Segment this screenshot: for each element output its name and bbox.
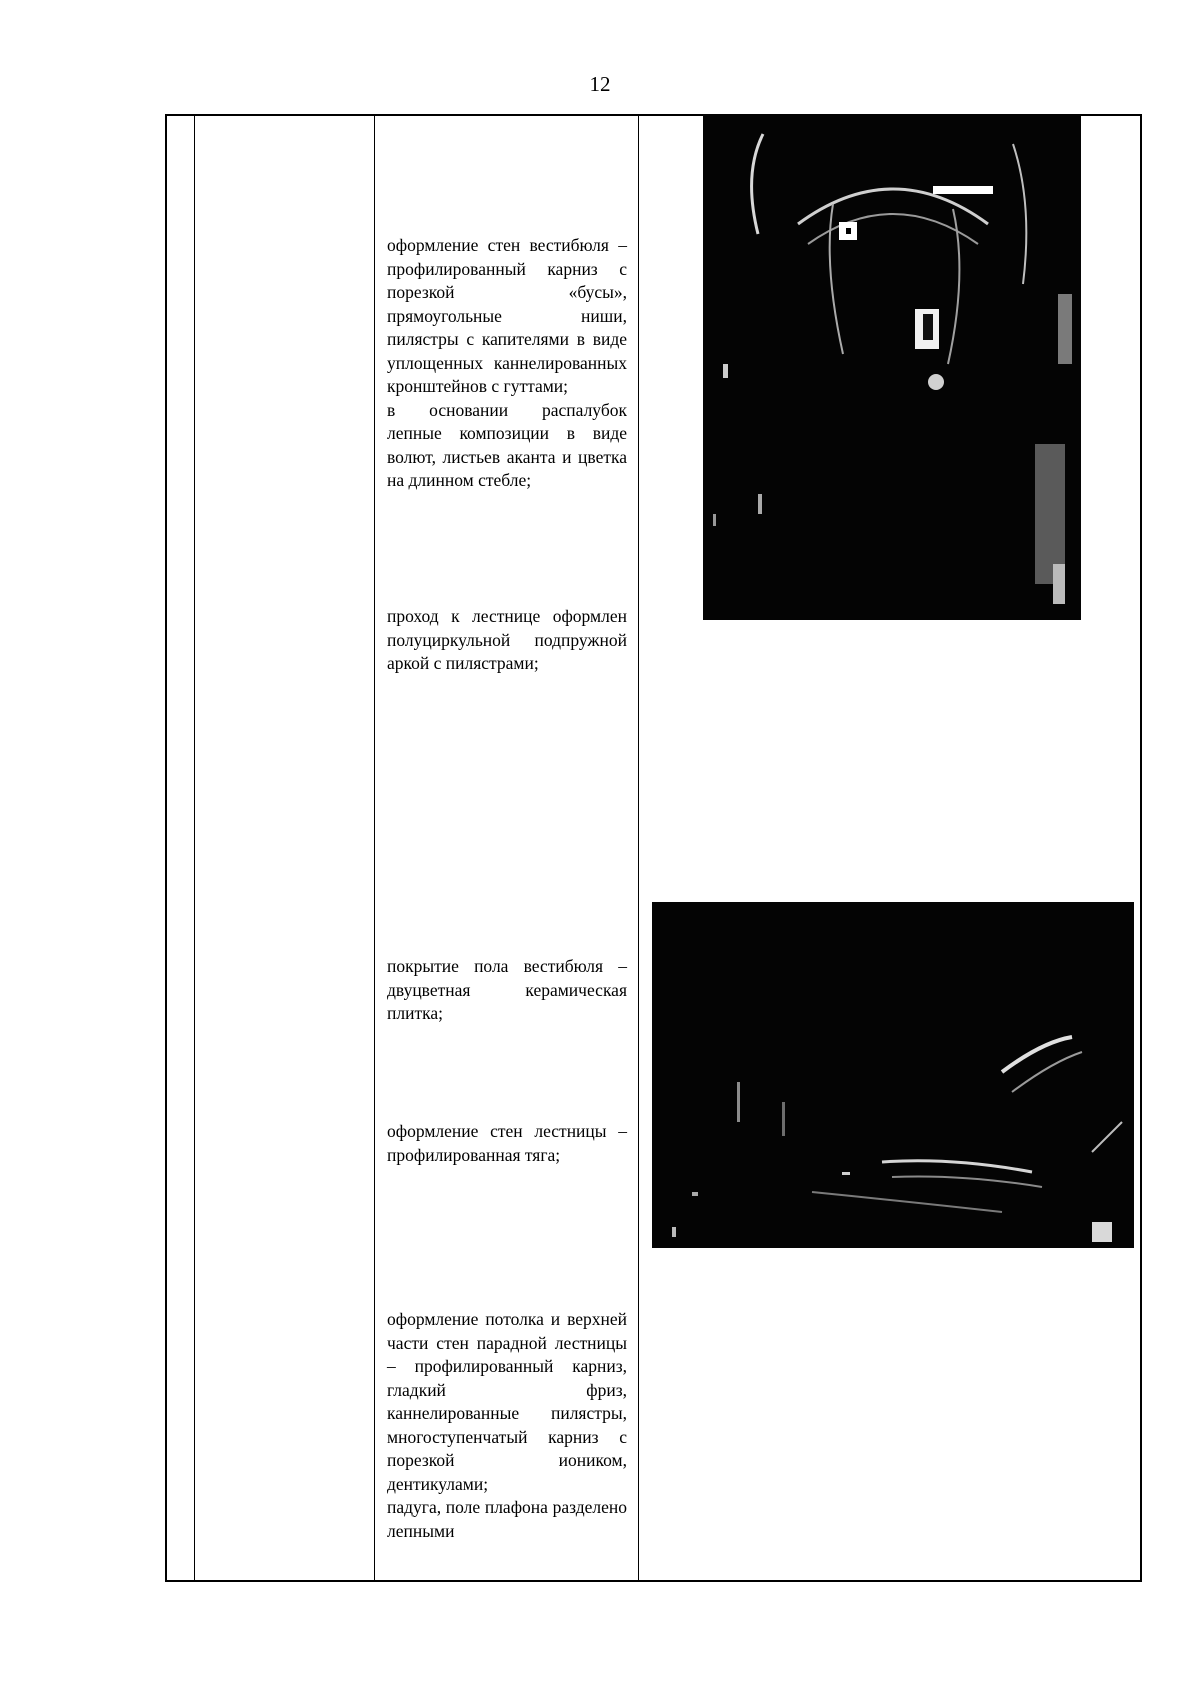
description-text: покрытие пола вестибюля – двуцветная керамическая плитка; [387, 956, 627, 1023]
description-vestibule-floor [387, 955, 627, 1026]
table-column-divider-1 [194, 114, 195, 1582]
table-column-divider-2 [374, 114, 375, 1582]
description-staircase-arch [387, 605, 627, 676]
description-text: оформление стен лестницы – профилированная тяга; [387, 1121, 627, 1165]
description-text: проход к лестнице оформлен полуциркульной подпружной аркой с пилястрами; [387, 606, 627, 673]
description-vestibule-walls [387, 234, 627, 493]
description-text: оформление стен вестибюля – профилированный карниз с порезкой «бусы», прямоугольные ниши, пилястры с капителями в виде уплощенных каннелированных кронштейнов с гуттами; [387, 235, 627, 396]
description-staircase-walls [387, 1120, 627, 1167]
vestibule-vault-photo-icon [703, 114, 1081, 620]
staircase-wall-photo-icon [652, 902, 1134, 1248]
description-staircase-ceiling [387, 1308, 627, 1543]
description-text: в основании распалубок лепные композиции в виде волют, листьев аканта и цветка на длинном стебле; [387, 399, 627, 490]
description-text: оформление потолка и верхней части стен парадной лестницы – профилированный карниз, гладкий фриз, каннелированные пилястры, многоступенчатый карниз с порезкой иоником, дентикулами; [387, 1309, 627, 1494]
table-column-divider-3 [638, 114, 639, 1582]
page-number: 12 [589, 72, 611, 96]
description-text: падуга, поле плафона разделено лепными [387, 1497, 627, 1541]
